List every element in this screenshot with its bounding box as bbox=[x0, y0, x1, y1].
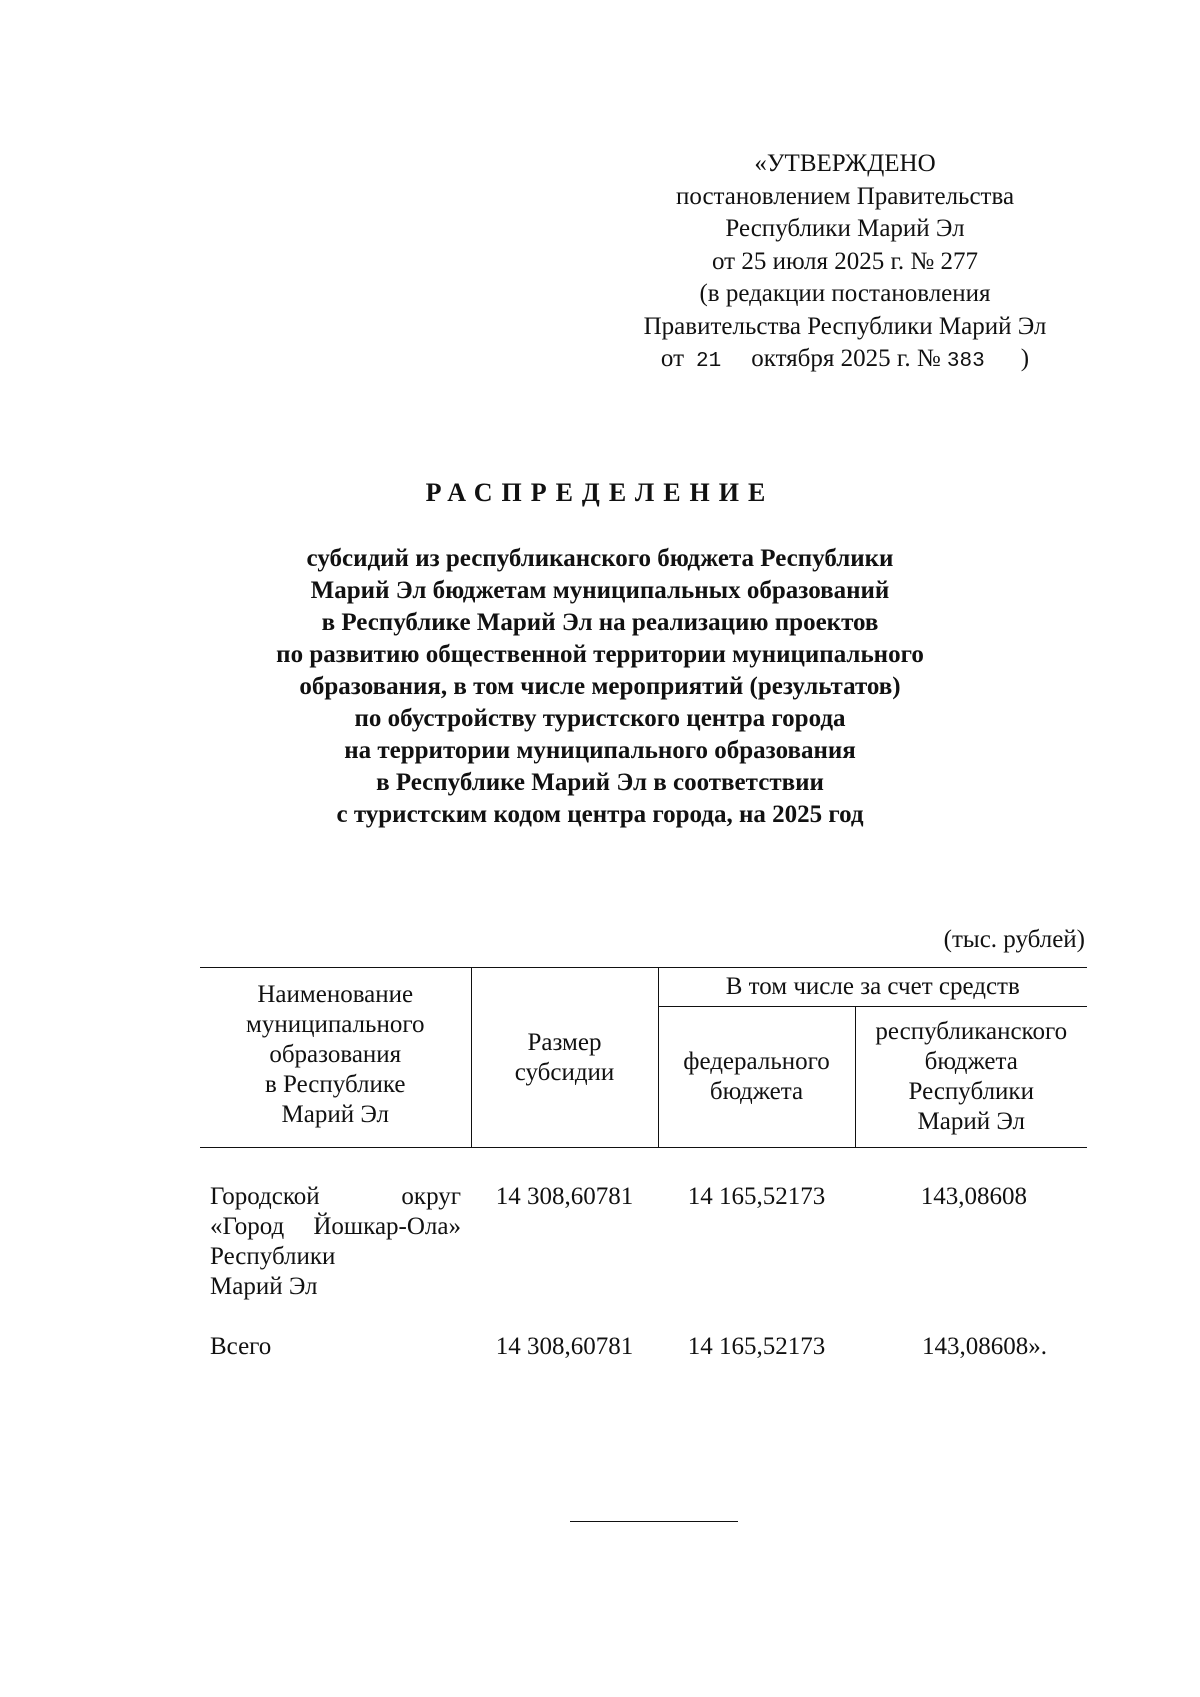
cell-subsidy-size: 14 308,60781 bbox=[495, 1183, 634, 1210]
approval-line-government: Правительства Республики Марий Эл bbox=[643, 312, 1047, 340]
header-text: федерального bbox=[683, 1048, 830, 1075]
amendment-date-prefix: от bbox=[660, 345, 685, 372]
approval-line-approved: «УТВЕРЖДЕНО bbox=[754, 150, 936, 177]
subtitle-line: с туристским кодом центра города, на 2025 год bbox=[336, 801, 864, 828]
header-text: Наименование bbox=[257, 981, 414, 1008]
distribution-table-wrapper bbox=[200, 967, 1087, 1362]
header-text: Марий Эл bbox=[281, 1101, 389, 1128]
cell-federal-budget: 14 165,52173 bbox=[687, 1333, 826, 1360]
cell-line bbox=[210, 1212, 461, 1242]
approval-line-original-date: от 25 июля 2025 г. № 277 bbox=[711, 247, 979, 275]
cell-line: Марий Эл bbox=[210, 1273, 318, 1300]
header-text: субсидии bbox=[514, 1058, 615, 1086]
header-republic-budget bbox=[855, 1007, 1087, 1148]
header-subsidy-size bbox=[471, 968, 658, 1148]
table-header bbox=[200, 968, 1087, 1148]
header-text: муниципального bbox=[246, 1011, 425, 1038]
approval-line-decree: постановлением Правительства bbox=[675, 182, 1015, 210]
header-text: Республики bbox=[908, 1078, 1034, 1105]
closing-rule bbox=[570, 1521, 738, 1522]
document-subtitle bbox=[200, 543, 1000, 831]
cell-line bbox=[210, 1182, 461, 1212]
approval-line-amendment-date bbox=[610, 343, 1080, 379]
table-row-total bbox=[200, 1302, 1087, 1362]
table-row bbox=[200, 1148, 1087, 1303]
subtitle-line: по обустройству туристского центра города bbox=[354, 705, 846, 732]
cell-subsidy-size: 14 308,60781 bbox=[495, 1333, 634, 1360]
cell-word: Йошкар-Ола» bbox=[313, 1213, 461, 1240]
approval-line-edition: (в редакции постановления bbox=[699, 280, 991, 307]
cell-republic-budget: 143,08608 bbox=[920, 1183, 1027, 1210]
header-text: бюджета bbox=[709, 1078, 804, 1105]
cell-municipality bbox=[200, 1148, 471, 1303]
cell-word: Городской bbox=[210, 1183, 320, 1210]
subtitle-line: на территории муниципального образования bbox=[344, 737, 856, 764]
header-text: Марий Эл bbox=[917, 1108, 1025, 1135]
cell-word: округ bbox=[401, 1183, 461, 1210]
table-body bbox=[200, 1148, 1087, 1363]
subtitle-line: в Республике Марий Эл в соответствии bbox=[376, 769, 824, 796]
units-label: (тыс. рублей) bbox=[943, 926, 1085, 953]
header-federal-budget bbox=[658, 1007, 855, 1148]
header-text: бюджета bbox=[924, 1048, 1018, 1075]
amendment-date-day: 21 bbox=[696, 350, 722, 373]
header-including-funds: В том числе за счет средств bbox=[658, 968, 1087, 1007]
cell-line: Республики bbox=[210, 1243, 336, 1270]
amendment-date-month-year: октября 2025 г. № bbox=[751, 345, 941, 372]
subtitle-line: субсидий из республиканского бюджета Республики bbox=[306, 545, 894, 572]
amendment-number: 383 bbox=[946, 350, 985, 373]
subtitle-line: по развитию общественной территории муниципального bbox=[276, 641, 924, 668]
cell-word: «Город bbox=[210, 1213, 285, 1240]
cell-total-label: Всего bbox=[210, 1333, 272, 1360]
header-municipality-name bbox=[200, 968, 471, 1148]
header-text: в Республике bbox=[264, 1071, 406, 1098]
subtitle-line: в Республике Марий Эл на реализацию проектов bbox=[321, 609, 879, 636]
header-text: республиканского bbox=[875, 1018, 1068, 1045]
subtitle-line: Марий Эл бюджетам муниципальных образований bbox=[310, 577, 890, 604]
document-title: РАСПРЕДЕЛЕНИЕ bbox=[425, 478, 775, 507]
header-text: Размер bbox=[527, 1028, 602, 1056]
amendment-close-paren: ) bbox=[1020, 345, 1030, 372]
header-text: образования bbox=[269, 1041, 402, 1068]
approval-line-republic: Республики Марий Эл bbox=[725, 215, 965, 242]
cell-republic-budget: 143,08608». bbox=[922, 1333, 1047, 1360]
subtitle-line: образования, в том числе мероприятий (результатов) bbox=[299, 673, 901, 700]
approval-block bbox=[610, 148, 1080, 379]
distribution-table bbox=[200, 967, 1087, 1362]
cell-federal-budget: 14 165,52173 bbox=[687, 1183, 826, 1210]
